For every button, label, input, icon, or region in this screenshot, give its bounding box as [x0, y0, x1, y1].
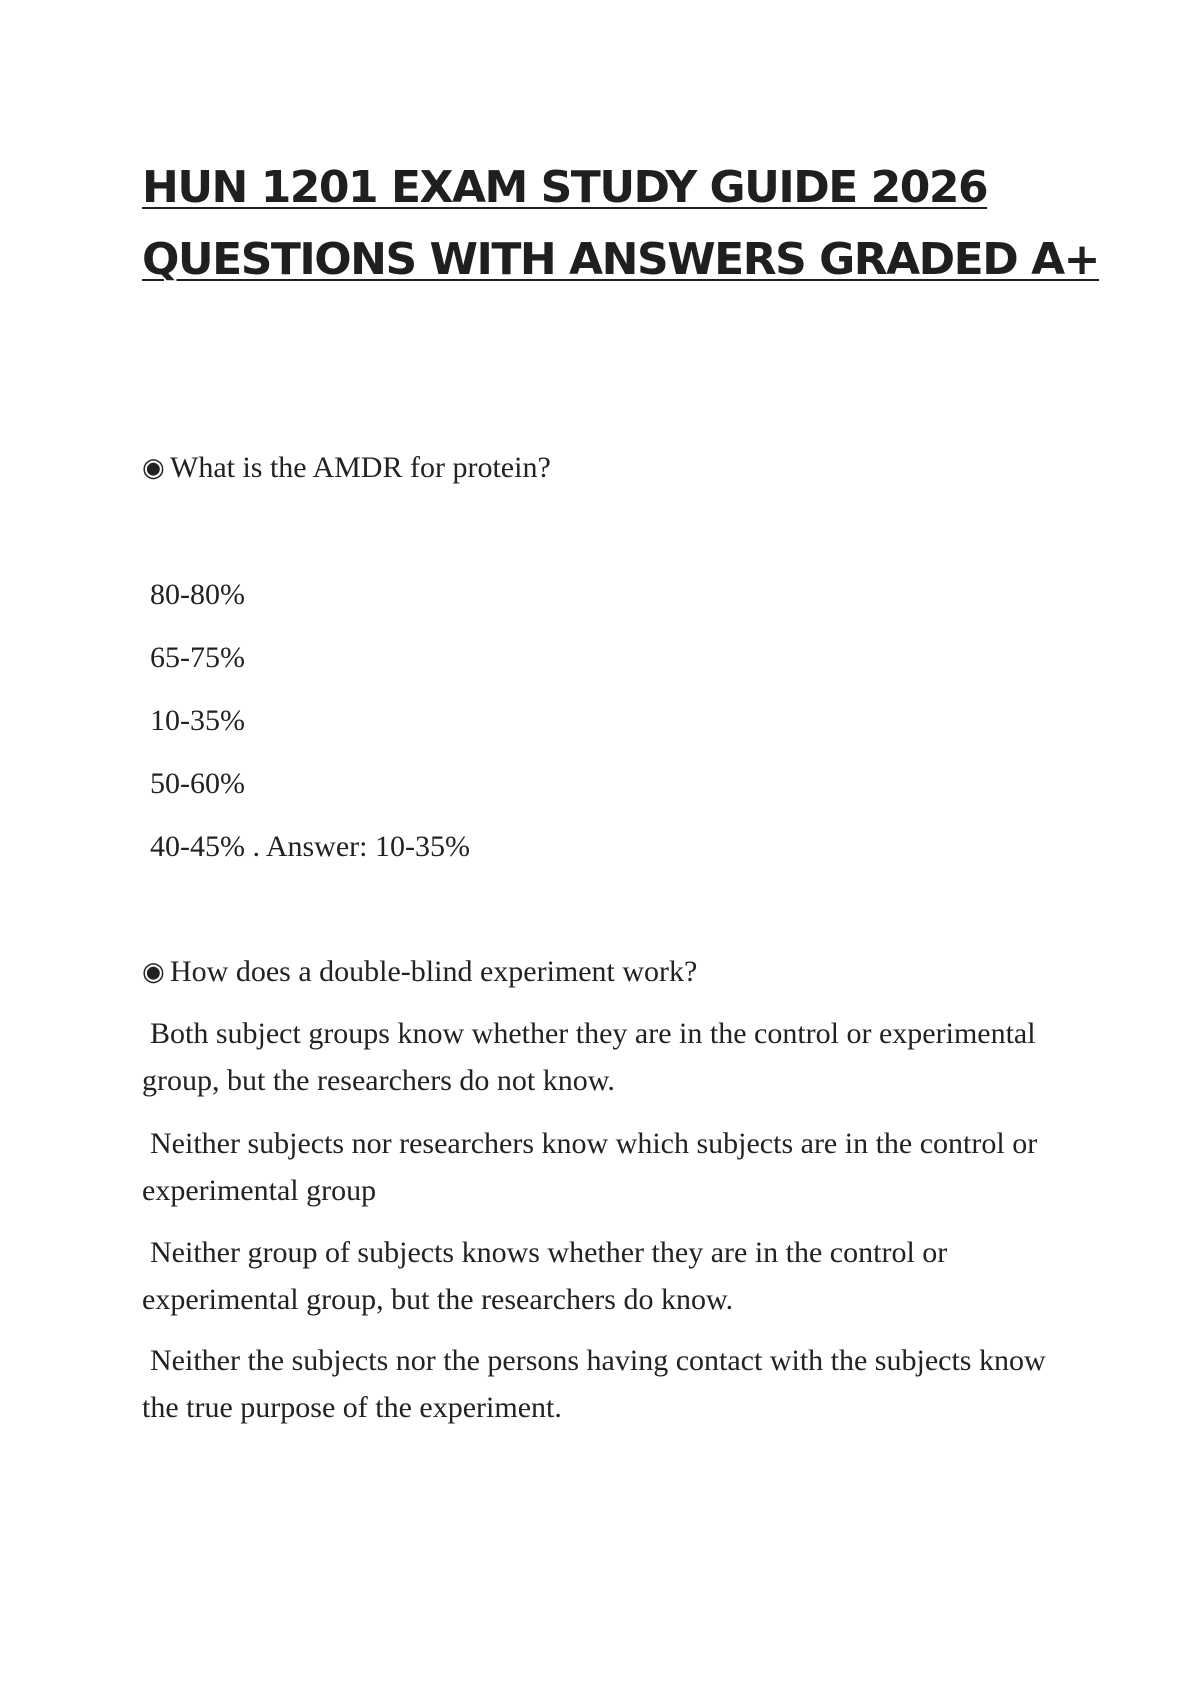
- question-1-text: What is the AMDR for protein?: [170, 451, 551, 484]
- document-title: [142, 152, 1099, 296]
- question-1-option-1: 80-80%: [150, 578, 245, 611]
- question-1: [142, 448, 551, 488]
- question-1-option-3: 10-35%: [150, 704, 245, 737]
- question-2-text: How does a double-blind experiment work?: [170, 955, 698, 988]
- question-2-option-4: Neither the subjects nor the persons having contact with the subjects know the true purpose of the experiment.: [142, 1344, 1046, 1424]
- radio-bullet-icon: ◉: [142, 453, 165, 483]
- question-1-option-4: 50-60%: [150, 767, 245, 800]
- question-2-option-1: Both subject groups know whether they are in the control or experimental group, but the researchers do not know.: [142, 1017, 1036, 1097]
- radio-bullet-icon: ◉: [142, 957, 165, 987]
- question-1-option-5-with-answer: 40-45% . Answer: 10-35%: [150, 830, 470, 863]
- question-2-option-2: Neither subjects nor researchers know which subjects are in the control or experimental group: [142, 1127, 1038, 1207]
- question-1-option-2: 65-75%: [150, 641, 245, 674]
- title-line-1: HUN 1201 EXAM STUDY GUIDE 2026: [142, 162, 988, 213]
- question-2: [142, 952, 697, 992]
- question-2-option-3: Neither group of subjects knows whether they are in the control or experimental group, but the researchers do know.: [142, 1236, 948, 1316]
- title-line-2: QUESTIONS WITH ANSWERS GRADED A+: [142, 234, 1099, 285]
